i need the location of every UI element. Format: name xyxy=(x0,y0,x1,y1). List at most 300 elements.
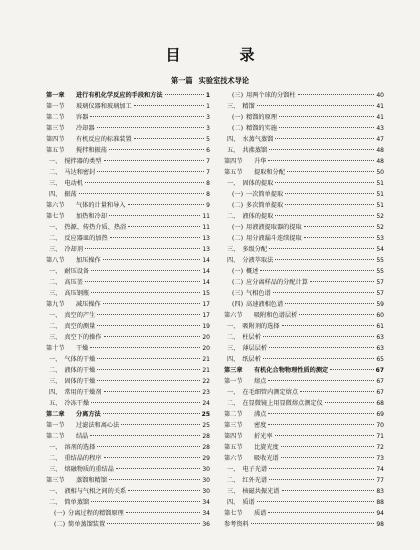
toc-entry-number: 五、 xyxy=(227,147,240,154)
part-number: 第一篇 xyxy=(171,76,193,85)
toc-entry-number: 二、 xyxy=(49,169,62,176)
toc-entry[interactable] xyxy=(224,420,384,431)
toc-entry-page: 22 xyxy=(202,378,210,385)
toc-entry[interactable] xyxy=(224,167,384,178)
toc-entry-number: 一、 xyxy=(49,356,62,363)
toc-entry[interactable] xyxy=(46,134,210,145)
toc-entry-title: 柱层析 xyxy=(242,334,261,341)
toc-entry-page: 21 xyxy=(202,367,210,374)
dot-leader xyxy=(97,358,200,359)
dot-leader xyxy=(85,281,200,282)
toc-entry-page: 5 xyxy=(206,136,210,143)
dot-leader xyxy=(90,116,204,117)
toc-entry[interactable] xyxy=(224,299,384,310)
toc-entry[interactable] xyxy=(46,123,210,134)
toc-entry[interactable] xyxy=(224,277,384,288)
toc-entry[interactable] xyxy=(46,277,210,288)
toc-entry-number: 三、 xyxy=(227,103,240,110)
toc-entry-page: 7 xyxy=(206,158,210,165)
toc-entry-title: 精馏的实施 xyxy=(246,125,277,132)
toc-entry[interactable] xyxy=(224,266,384,277)
toc-entry-title: 吸附剂的选择 xyxy=(242,323,280,330)
toc-entry[interactable] xyxy=(224,409,384,420)
toc-entry-title: 电动机 xyxy=(64,180,83,187)
toc-entry[interactable] xyxy=(46,453,210,464)
dot-leader xyxy=(109,479,200,480)
dot-leader xyxy=(257,105,375,106)
dot-leader xyxy=(281,446,375,447)
toc-entry-number: (二) xyxy=(54,521,66,528)
toc-entry[interactable] xyxy=(224,497,384,508)
toc-entry-title: 加热和冷却 xyxy=(76,213,107,220)
toc-entry[interactable] xyxy=(224,376,384,387)
toc-entry-title: 容器 xyxy=(76,114,89,121)
dot-leader xyxy=(103,413,200,414)
toc-entry[interactable] xyxy=(224,123,384,134)
dot-leader xyxy=(79,193,204,194)
toc-entry[interactable] xyxy=(224,90,384,101)
toc-entry-number: 第四节 xyxy=(224,433,243,440)
toc-entry[interactable] xyxy=(224,211,384,222)
toc-entry-page: 25 xyxy=(201,411,210,418)
dot-leader xyxy=(269,149,374,150)
toc-entry-title: 高压钢瓶 xyxy=(64,290,90,297)
toc-entry[interactable] xyxy=(224,453,384,464)
toc-entry[interactable] xyxy=(46,387,210,398)
toc-entry[interactable] xyxy=(46,244,210,255)
toc-entry-page: 52 xyxy=(376,213,384,220)
toc-entry-number: 二、 xyxy=(227,477,240,484)
toc-entry[interactable] xyxy=(46,398,210,409)
dot-leader xyxy=(97,171,204,172)
toc-entry-title: 简单蒸馏装置 xyxy=(68,521,106,528)
toc-entry-page: 40 xyxy=(376,92,384,99)
toc-entry[interactable] xyxy=(46,167,210,178)
toc-entry-page: 17 xyxy=(202,312,210,319)
toc-entry-page: 54 xyxy=(376,246,384,253)
toc-entry[interactable] xyxy=(224,222,384,233)
toc-entry[interactable] xyxy=(224,519,384,530)
toc-entry-page: 68 xyxy=(376,400,384,407)
toc-entry[interactable] xyxy=(46,508,210,519)
toc-entry[interactable] xyxy=(224,343,384,354)
toc-entry-page: 19 xyxy=(202,323,210,330)
toc-entry-number: (四) xyxy=(232,301,244,308)
toc-entry-number: 二、 xyxy=(49,279,62,286)
toc-entry[interactable] xyxy=(224,156,384,167)
toc-entry-page: 15 xyxy=(202,290,210,297)
toc-entry[interactable] xyxy=(46,189,210,200)
toc-entry[interactable] xyxy=(46,255,210,266)
toc-entry-number: 第七节 xyxy=(224,510,243,517)
toc-entry-title: 反应器皿的加热 xyxy=(64,235,108,242)
dot-leader xyxy=(304,226,375,227)
toc-entry-number: 二、 xyxy=(49,235,62,242)
toc-entry[interactable] xyxy=(46,266,210,277)
toc-entry-title: 在毛细管内测定熔点 xyxy=(242,389,299,396)
toc-entry-title: 搅拌和振荡 xyxy=(76,147,107,154)
toc-entry-title: 真空的产生 xyxy=(64,312,96,319)
toc-entry-page: 65 xyxy=(376,356,384,363)
toc-entry[interactable] xyxy=(46,178,210,189)
toc-entry-number: 一、 xyxy=(49,224,62,231)
toc-entry-number: 三、 xyxy=(49,334,62,341)
toc-entry-page: 34 xyxy=(202,499,210,506)
toc-entry[interactable] xyxy=(46,376,210,387)
dot-leader xyxy=(251,523,375,524)
toc-entry[interactable] xyxy=(46,365,210,376)
toc-entry-number: 一、 xyxy=(227,323,240,330)
toc-entry[interactable] xyxy=(224,431,384,442)
toc-entry-page: 30 xyxy=(202,477,210,484)
dot-leader xyxy=(128,226,200,227)
toc-entry[interactable] xyxy=(46,332,210,343)
toc-entry-title: 吸收光谱 xyxy=(254,455,279,462)
toc-entry-number: 三、 xyxy=(49,290,62,297)
toc-entry-page: 8 xyxy=(206,180,210,187)
dot-leader xyxy=(97,325,200,326)
toc-entry[interactable] xyxy=(46,475,210,486)
dot-leader xyxy=(109,149,204,150)
toc-entry-page: 30 xyxy=(202,466,210,473)
toc-entry-title: 真空下的操作 xyxy=(64,334,102,341)
toc-entry[interactable] xyxy=(224,310,384,321)
toc-entry-title: 参考资料 xyxy=(224,521,249,528)
toc-entry[interactable] xyxy=(46,156,210,167)
toc-entry-title: 升华 xyxy=(254,158,267,165)
toc-entry-page: 1 xyxy=(206,103,210,110)
toc-entry-title: 熔点 xyxy=(254,378,267,385)
toc-entry-page: 36 xyxy=(202,521,210,528)
toc-entry[interactable] xyxy=(224,255,384,266)
toc-entry[interactable] xyxy=(224,288,384,299)
toc-entry[interactable] xyxy=(46,464,210,475)
toc-entry-title: 冷却器 xyxy=(76,125,95,132)
toc-entry-page: 51 xyxy=(376,191,384,198)
toc-entry-number: (二) xyxy=(232,235,244,242)
toc-entry-number: (三) xyxy=(232,92,244,99)
dot-leader xyxy=(97,446,200,447)
toc-entry-page: 72 xyxy=(376,444,384,451)
toc-entry[interactable] xyxy=(224,387,384,398)
toc-entry[interactable] xyxy=(46,211,210,222)
toc-entry-title: 耐压设备 xyxy=(64,268,90,275)
toc-entry[interactable] xyxy=(224,464,384,475)
toc-entry-title: 在显微镜上用显微熔点测定仪 xyxy=(242,400,323,407)
toc-entry-page: 23 xyxy=(202,389,210,396)
toc-entry-page: 30 xyxy=(202,488,210,495)
dot-leader xyxy=(268,512,374,513)
toc-entry-title: 精馏的原理 xyxy=(246,114,277,121)
toc-entry[interactable] xyxy=(224,365,384,376)
toc-entry[interactable] xyxy=(224,101,384,112)
toc-entry-number: 三、 xyxy=(49,466,62,473)
toc-entry-page: 28 xyxy=(202,433,210,440)
toc-entry-title: 多级分配 xyxy=(242,246,268,253)
toc-entry-page: 67 xyxy=(376,378,384,385)
toc-entry[interactable] xyxy=(224,200,384,211)
toc-entry-title: 纸层析 xyxy=(242,356,261,363)
toc-entry[interactable] xyxy=(46,299,210,310)
toc-entry-number: 一、 xyxy=(49,488,62,495)
toc-entry-page: 1 xyxy=(205,92,210,99)
toc-entry-number: 一、 xyxy=(49,444,62,451)
toc-entry-number: 四、 xyxy=(49,389,62,396)
dot-leader xyxy=(85,248,200,249)
toc-entry-number: (一) xyxy=(232,191,244,198)
toc-entry-number: 二、 xyxy=(49,367,62,374)
toc-entry-page: 52 xyxy=(376,224,384,231)
toc-entry-title: 液体的提取 xyxy=(242,213,274,220)
toc-entry-title: 一次简单提取 xyxy=(246,191,284,198)
toc-entry-page: 3 xyxy=(206,125,210,132)
toc-entry-page: 28 xyxy=(202,444,210,451)
dot-leader xyxy=(91,270,200,271)
toc-entry[interactable] xyxy=(224,112,384,123)
toc-entry-title: 进行有机化学反应的手段和方法 xyxy=(76,92,163,99)
toc-entry-page: 20 xyxy=(202,345,210,352)
dot-leader xyxy=(126,512,201,513)
toc-entry-page: 14 xyxy=(202,279,210,286)
toc-entry-page: 6 xyxy=(206,147,210,154)
toc-entry-page: 48 xyxy=(376,147,384,154)
toc-entry-title: 用分液漏斗连续提取 xyxy=(246,235,302,242)
toc-entry-title: 加压操作 xyxy=(76,257,101,264)
toc-entry[interactable] xyxy=(46,90,210,101)
toc-entry-number: 第四节 xyxy=(46,136,65,143)
toc-entry-title: 用两个球的分馏柱 xyxy=(246,92,296,99)
toc-entry[interactable] xyxy=(46,222,210,233)
dot-leader xyxy=(134,138,204,139)
toc-entry-number: 五、 xyxy=(49,400,62,407)
toc-entry-number: 一、 xyxy=(227,180,240,187)
toc-entry[interactable] xyxy=(46,288,210,299)
toc-entry[interactable] xyxy=(46,200,210,211)
toc-entry[interactable] xyxy=(224,398,384,409)
toc-entry-title: 蒸馏和精馏 xyxy=(76,477,107,484)
toc-entry-page: 24 xyxy=(202,400,210,407)
toc-entry-number: 第六节 xyxy=(224,312,243,319)
toc-entry-number: 第二章 xyxy=(46,411,65,418)
toc-entry-page: 50 xyxy=(376,169,384,176)
toc-entry[interactable] xyxy=(46,486,210,497)
toc-entry-title: 质谱 xyxy=(254,510,267,517)
toc-entry-number: 二、 xyxy=(227,334,240,341)
toc-entry-page: 47 xyxy=(376,136,384,143)
toc-entry-title: 薄层层析 xyxy=(242,345,268,352)
toc-entry-title: 分离方法 xyxy=(76,411,101,418)
toc-entry-number: 四、 xyxy=(227,136,240,143)
toc-column-left xyxy=(46,90,210,530)
toc-entry-number: 第一节 xyxy=(46,103,65,110)
toc-entry-number: 第四节 xyxy=(224,158,243,165)
toc-entry-number: 第五节 xyxy=(224,444,243,451)
toc-entry-title: 多次简单提取 xyxy=(246,202,284,209)
toc-entry-title: 减压操作 xyxy=(76,301,101,308)
toc-entry-title: 概述 xyxy=(246,268,259,275)
toc-entry-page: 70 xyxy=(376,422,384,429)
toc-entry-title: 冷冻干燥 xyxy=(64,400,90,407)
toc-entry-title: 搅拌器的类型 xyxy=(64,158,102,165)
toc-entry[interactable] xyxy=(46,442,210,453)
dot-leader xyxy=(90,435,200,436)
dot-leader xyxy=(91,402,200,403)
dot-leader xyxy=(104,391,201,392)
dot-leader xyxy=(90,347,200,348)
toc-entry-title: 气体的干燥 xyxy=(64,356,96,363)
dot-leader xyxy=(275,259,374,260)
toc-entry[interactable] xyxy=(224,178,384,189)
toc-entry[interactable] xyxy=(224,233,384,244)
toc-entry[interactable] xyxy=(46,310,210,321)
toc-entry-number: 二、 xyxy=(49,455,62,462)
toc-entry-number: 三、 xyxy=(49,378,62,385)
toc-entry-title: 密度 xyxy=(254,422,267,429)
dot-leader xyxy=(282,325,375,326)
dot-leader xyxy=(275,138,374,139)
toc-entry-number: 第二节 xyxy=(46,433,65,440)
toc-entry-page: 57 xyxy=(376,279,384,286)
toc-entry[interactable] xyxy=(46,101,210,112)
page-title: 目 录 xyxy=(165,46,277,64)
toc-entry-title: 固体的提取 xyxy=(242,180,274,187)
toc-entry[interactable] xyxy=(224,145,384,156)
toc-entry-title: 固体的干燥 xyxy=(64,378,96,385)
toc-entry-title: 马达和密封 xyxy=(64,169,96,176)
dot-leader xyxy=(299,314,374,315)
toc-entry[interactable] xyxy=(224,244,384,255)
dot-leader xyxy=(325,402,375,403)
toc-entry-page: 41 xyxy=(376,103,384,110)
toc-entry[interactable] xyxy=(224,354,384,365)
toc-entry-title: 玻璃仪器和玻璃加工 xyxy=(76,103,132,110)
toc-entry-number: 第九节 xyxy=(46,301,65,308)
dot-leader xyxy=(103,303,201,304)
dot-leader xyxy=(275,182,374,183)
toc-entry-number: 第六节 xyxy=(46,202,65,209)
toc-entry-number: 四、 xyxy=(49,191,62,198)
toc-entry[interactable] xyxy=(46,233,210,244)
dot-leader xyxy=(103,259,201,260)
toc-entry-page: 48 xyxy=(376,158,384,165)
dot-leader xyxy=(97,369,200,370)
toc-entry[interactable] xyxy=(46,409,210,420)
dot-leader xyxy=(268,424,374,425)
toc-entry-page: 63 xyxy=(376,334,384,341)
toc-entry[interactable] xyxy=(224,321,384,332)
dot-leader xyxy=(273,292,375,293)
toc-entry-title: 干燥 xyxy=(76,345,89,352)
toc-entry-page: 25 xyxy=(202,422,210,429)
dot-leader xyxy=(134,105,204,106)
toc-entry-number: 第五节 xyxy=(46,147,65,154)
toc-entry[interactable] xyxy=(46,420,210,431)
toc-entry[interactable] xyxy=(46,354,210,365)
dot-leader xyxy=(257,501,375,502)
dot-leader xyxy=(269,479,374,480)
toc-entry-page: 43 xyxy=(376,125,384,132)
toc-entry[interactable] xyxy=(224,442,384,453)
toc-entry-title: 有机反应的标准装置 xyxy=(76,136,132,143)
dot-leader xyxy=(268,413,374,414)
toc-entry-title: 气相色谱 xyxy=(246,290,271,297)
toc-entry[interactable] xyxy=(224,134,384,145)
toc-entry-number: 一、 xyxy=(227,389,240,396)
toc-entry[interactable] xyxy=(224,332,384,343)
toc-entry-page: 61 xyxy=(376,323,384,330)
toc-entry-page: 29 xyxy=(202,455,210,462)
toc-entry-number: (二) xyxy=(232,202,244,209)
toc-entry[interactable] xyxy=(46,112,210,123)
dot-leader xyxy=(97,314,200,315)
toc-entry[interactable] xyxy=(46,343,210,354)
toc-entry-number: 三、 xyxy=(227,345,240,352)
toc-entry[interactable] xyxy=(46,321,210,332)
toc-entry-page: 77 xyxy=(376,477,384,484)
toc-entry-page: 53 xyxy=(376,235,384,242)
part-title: 实验室技术导论 xyxy=(198,76,249,85)
toc-entry-number: 二、 xyxy=(49,499,62,506)
toc-entry-number: (二) xyxy=(232,279,244,286)
toc-entry-title: 高压釜 xyxy=(64,279,83,286)
dot-leader xyxy=(330,369,373,370)
toc-entry-title: 简单蒸馏 xyxy=(64,499,90,506)
toc-entry[interactable] xyxy=(46,519,210,530)
toc-entry[interactable] xyxy=(224,189,384,200)
part-heading xyxy=(0,76,420,86)
dot-leader xyxy=(310,281,374,282)
dot-leader xyxy=(104,336,201,337)
toc-entry-number: 第三节 xyxy=(46,125,65,132)
toc-entry-page: 8 xyxy=(206,191,210,198)
toc-entry-number: 四、 xyxy=(227,499,240,506)
dot-leader xyxy=(97,380,200,381)
dot-leader xyxy=(275,215,374,216)
toc-entry-page: 11 xyxy=(202,213,210,220)
toc-entry-number: 第二节 xyxy=(46,114,65,121)
toc-entry[interactable] xyxy=(46,497,210,508)
toc-entry-number: 第八节 xyxy=(46,257,65,264)
toc-entry[interactable] xyxy=(224,486,384,497)
toc-entry-title: 应分离样品的分配计算 xyxy=(246,279,308,286)
dot-leader xyxy=(128,204,205,205)
dot-leader xyxy=(285,193,374,194)
toc-entry[interactable] xyxy=(46,431,210,442)
toc-entry-title: 液体的干燥 xyxy=(64,367,96,374)
toc-entry-page: 74 xyxy=(376,466,384,473)
toc-entry[interactable] xyxy=(224,508,384,519)
toc-entry-title: 吸附和色谱层析 xyxy=(254,312,298,319)
toc-entry-page: 9 xyxy=(206,202,210,209)
toc-entry-title: 核磁共振光谱 xyxy=(242,488,280,495)
toc-entry[interactable] xyxy=(46,145,210,156)
dot-leader xyxy=(304,237,375,238)
toc-entry-title: 红外光谱 xyxy=(242,477,268,484)
toc-entry-number: (三) xyxy=(232,290,244,297)
toc-entry-page: 59 xyxy=(376,301,384,308)
toc-entry-title: 振荡 xyxy=(64,191,77,198)
toc-entry-page: 7 xyxy=(206,169,210,176)
toc-entry-number: 第一节 xyxy=(224,378,243,385)
toc-entry-title: 质谱 xyxy=(242,499,255,506)
toc-entry-page: 88 xyxy=(376,499,384,506)
toc-entry-number: 一、 xyxy=(49,268,62,275)
toc-entry-title: 过滤法和离心法 xyxy=(76,422,120,429)
toc-entry-number: 第一节 xyxy=(46,422,65,429)
dot-leader xyxy=(281,457,375,458)
toc-entry-page: 51 xyxy=(376,202,384,209)
toc-entry[interactable] xyxy=(224,475,384,486)
